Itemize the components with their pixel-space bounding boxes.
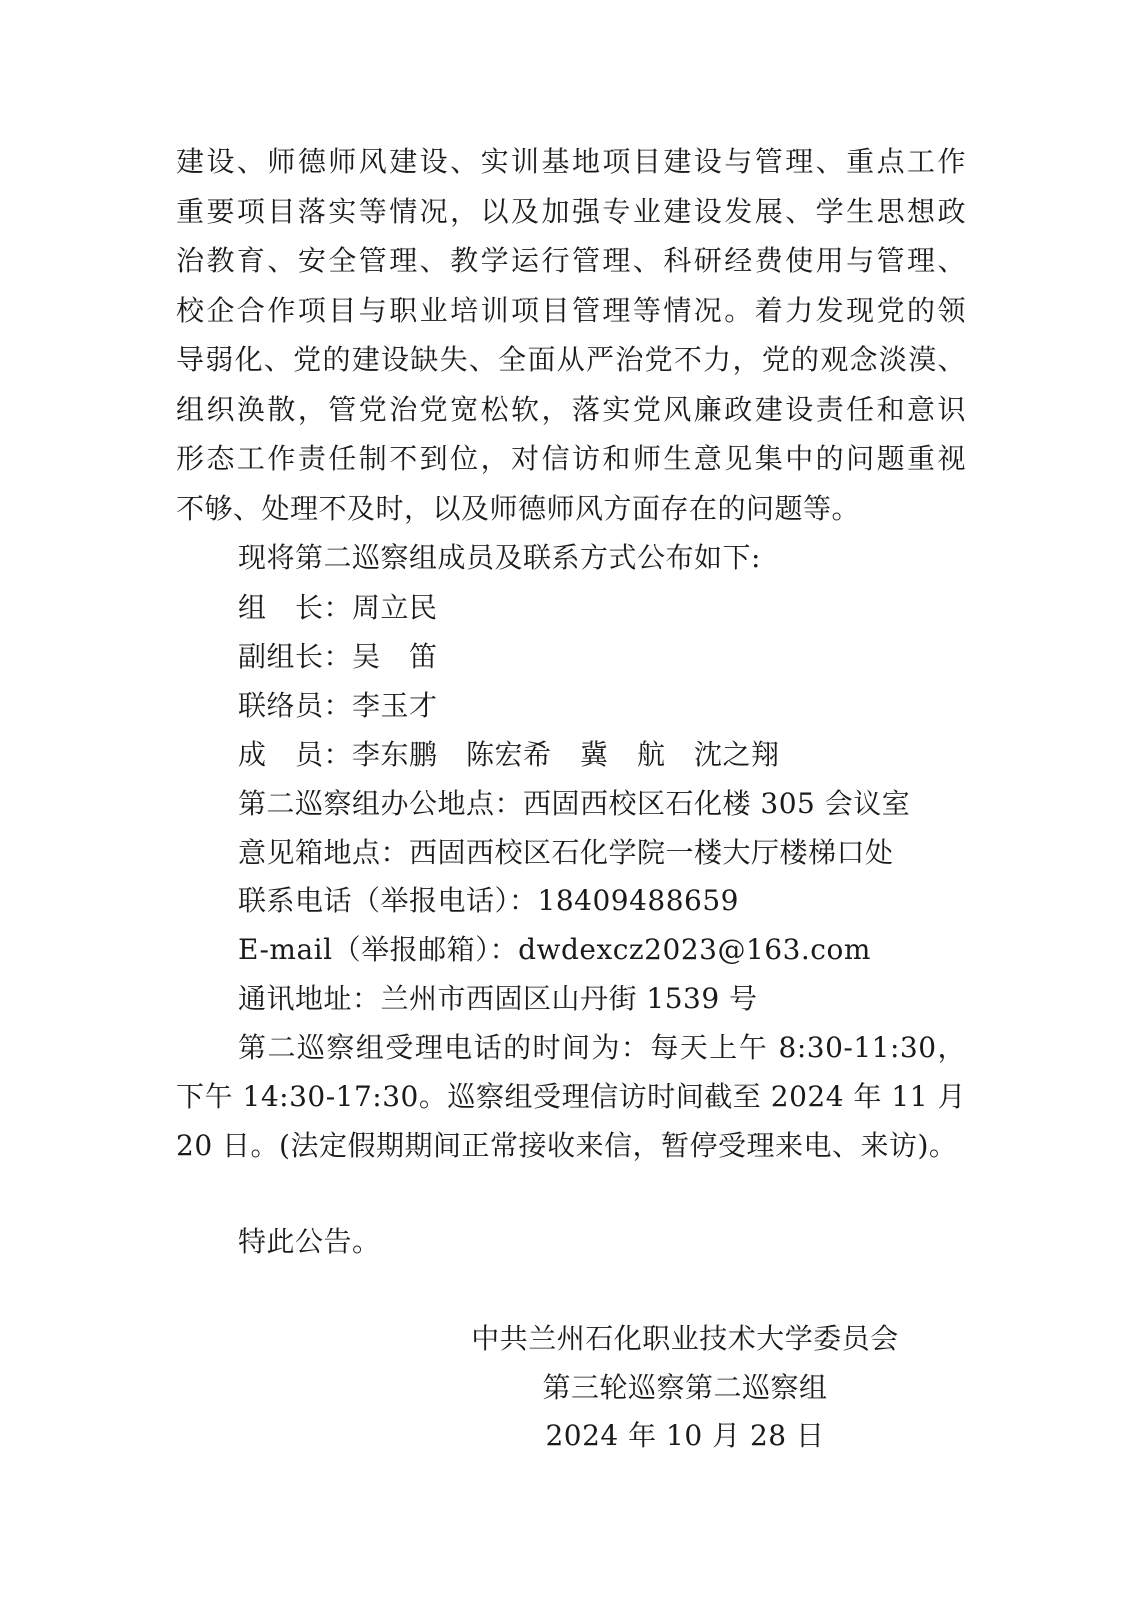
body-line: 校企合作项目与职业培训项目管理等情况。着力发现党的领 bbox=[176, 294, 966, 327]
body-line: 重要项目落实等情况，以及加强专业建设发展、学生思想政 bbox=[176, 195, 966, 228]
body-line: 不够、处理不及时，以及师德师风方面存在的问题等。 bbox=[176, 492, 861, 525]
body-line: 导弱化、党的建设缺失、全面从严治党不力，党的观念淡漠、 bbox=[176, 343, 966, 376]
mailing-address: 通讯地址：兰州市西固区山丹街 1539 号 bbox=[238, 982, 758, 1015]
liaison-line: 联络员：李玉才 bbox=[238, 689, 438, 722]
closing-text: 特此公告。 bbox=[238, 1225, 381, 1258]
members-line: 成 员：李东鹏 陈宏希 冀 航 沈之翔 bbox=[238, 738, 780, 771]
signature-group: 第三轮巡察第二巡察组 bbox=[542, 1371, 828, 1404]
body-line: 建设、师德师风建设、实训基地项目建设与管理、重点工作 bbox=[176, 145, 966, 178]
signature-date: 2024 年 10 月 28 日 bbox=[545, 1419, 825, 1452]
hours-line: 下午 14:30-17:30。巡察组受理信访时间截至 2024 年 11 月 bbox=[176, 1080, 966, 1113]
hours-line: 20 日。(法定假期期间正常接收来信，暂停受理来电、来访)。 bbox=[176, 1129, 958, 1162]
mailbox-location: 意见箱地点：西固西校区石化学院一楼大厅楼梯口处 bbox=[238, 836, 894, 869]
body-line: 组织涣散，管党治党宽松软，落实党风廉政建设责任和意识 bbox=[176, 393, 966, 426]
body-line: 治教育、安全管理、教学运行管理、科研经费使用与管理、 bbox=[176, 244, 966, 277]
intro-text: 现将第二巡察组成员及联系方式公布如下: bbox=[238, 541, 761, 574]
deputy-leader-line: 副组长：吴 笛 bbox=[238, 640, 438, 673]
signature-org: 中共兰州石化职业技术大学委员会 bbox=[471, 1322, 899, 1355]
body-line: 形态工作责任制不到位，对信访和师生意见集中的问题重视 bbox=[176, 442, 966, 475]
office-location: 第二巡察组办公地点：西固西校区石化楼 305 会议室 bbox=[238, 787, 911, 820]
leader-line: 组 长：周立民 bbox=[238, 591, 438, 624]
contact-email: E-mail（举报邮箱）：dwdexcz2023@163.com bbox=[238, 933, 871, 966]
contact-phone: 联系电话（举报电话）：18409488659 bbox=[238, 884, 739, 917]
hours-line: 第二巡察组受理电话的时间为：每天上午 8:30-11:30， bbox=[238, 1031, 966, 1064]
